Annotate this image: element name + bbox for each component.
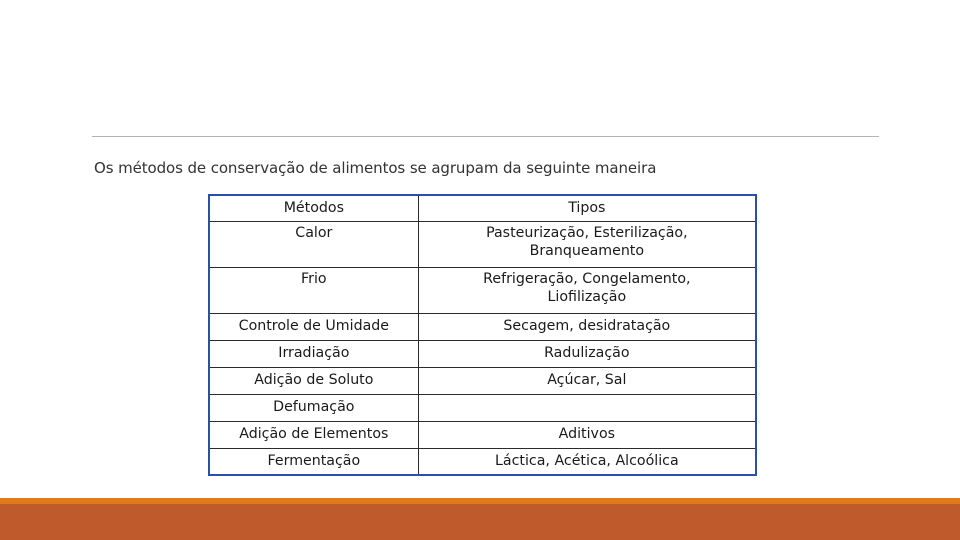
method-cell: Fermentação — [209, 448, 418, 475]
title-divider-line — [92, 136, 879, 137]
types-cell: Açúcar, Sal — [418, 367, 756, 394]
types-line: Pasteurização, Esterilização, — [486, 224, 688, 241]
types-cell: Aditivos — [418, 421, 756, 448]
table-row — [209, 267, 756, 313]
intro-text: Os métodos de conservação de alimentos se agrupam da seguinte maneira — [94, 159, 657, 177]
types-cell — [418, 221, 756, 267]
header-types: Tipos — [418, 195, 756, 221]
types-line: Refrigeração, Congelamento, — [483, 270, 691, 287]
table-row — [209, 313, 756, 340]
table-row — [209, 394, 756, 421]
methods-table — [208, 194, 757, 476]
types-cell — [418, 394, 756, 421]
table-row — [209, 367, 756, 394]
table-header-row — [209, 195, 756, 221]
footer-bar — [0, 504, 960, 540]
method-cell: Controle de Umidade — [209, 313, 418, 340]
types-cell: Secagem, desidratação — [418, 313, 756, 340]
header-methods: Métodos — [209, 195, 418, 221]
method-cell: Frio — [209, 267, 418, 313]
table-row — [209, 421, 756, 448]
types-line: Liofilização — [547, 289, 627, 305]
types-cell — [418, 267, 756, 313]
method-cell: Calor — [209, 221, 418, 267]
types-cell: Radulização — [418, 340, 756, 367]
table-row — [209, 221, 756, 267]
types-line: Branqueamento — [529, 243, 645, 259]
method-cell: Irradiação — [209, 340, 418, 367]
method-cell: Defumação — [209, 394, 418, 421]
method-cell: Adição de Soluto — [209, 367, 418, 394]
types-cell: Láctica, Acética, Alcoólica — [418, 448, 756, 475]
table-row — [209, 340, 756, 367]
method-cell: Adição de Elementos — [209, 421, 418, 448]
table-row — [209, 448, 756, 475]
